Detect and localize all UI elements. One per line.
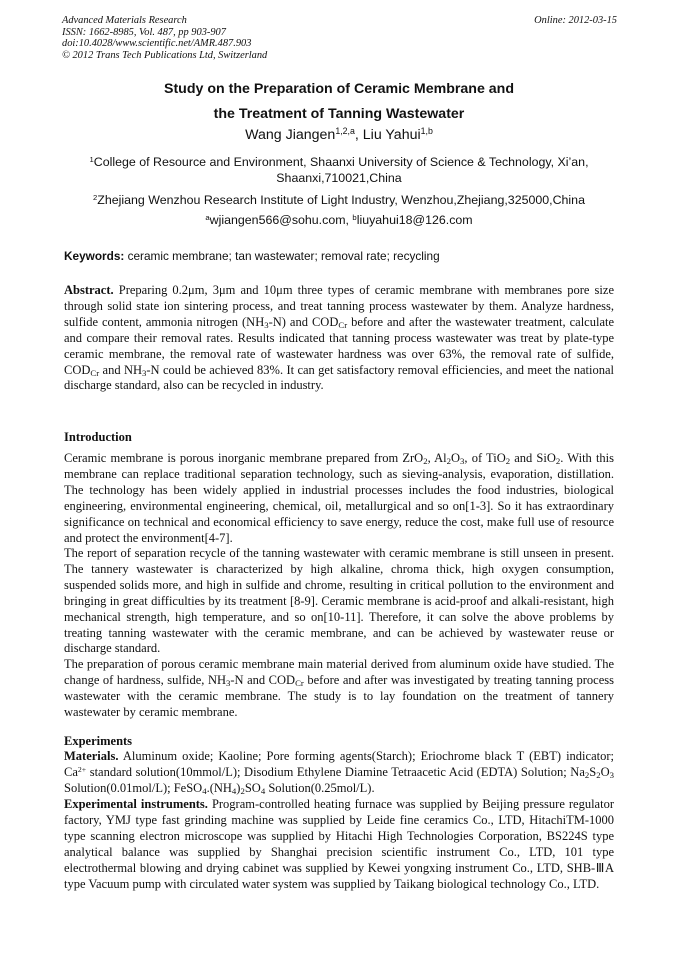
subscript: Cr — [338, 320, 348, 330]
subscript: 2 — [584, 770, 590, 781]
paper-title-line-1: Study on the Preparation of Ceramic Membrane and — [163, 81, 515, 97]
email-a-mark: a — [205, 212, 210, 222]
abstract-paragraph — [64, 283, 614, 394]
affiliation-2-text: Zhejiang Wenzhou Research Institute of Light Industry, Wenzhou,Zhejiang,325000,China — [97, 193, 585, 207]
body-text: S — [589, 764, 597, 779]
abstract-text: -N could be achieved 83%. It can get satisfactory removal efficiencies, and meet the national discharge standard, also can be recycled in industry. — [64, 362, 614, 393]
author-2-affiliation-mark: 1,b — [420, 126, 433, 137]
subscript: 3 — [609, 770, 614, 781]
body-text: , of TiO — [464, 451, 506, 465]
author-1-name: Wang Jiangen — [245, 127, 336, 143]
subscript: 3 — [264, 320, 269, 330]
body-text: The preparation of porous ceramic membrane main material derived from aluminum oxide have studied. The change of hardness, sulfide, NH — [64, 657, 614, 687]
abstract-text: and NH — [99, 362, 143, 377]
instruments-label: Experimental instruments. — [64, 797, 208, 811]
subscript: 3 — [460, 456, 465, 467]
doi-line: doi:10.4028/www.scientific.net/AMR.487.903 — [62, 38, 252, 49]
subscript: Cr — [90, 367, 100, 378]
author-2-name: Liu Yahui — [362, 127, 421, 143]
subscript: 3 — [142, 367, 147, 378]
affiliation-1-mark: 1 — [89, 154, 94, 164]
instruments-paragraph — [64, 797, 614, 892]
paper-title-line-2: the Treatment of Tanning Wastewater — [213, 106, 465, 122]
subscript: 2 — [446, 456, 452, 467]
email-b: liuyahui18@126.com — [356, 213, 473, 227]
subscript: Cr — [295, 678, 304, 689]
body-text: and SiO — [510, 451, 556, 465]
journal-header — [62, 15, 617, 61]
abstract-text: Preparing 0.2μm, 3μm and 10μm three types of ceramic membrane with membranes pore size through solid state ion sintering process, and treat tanning process wastewater by them. Analyze hardness, sulfide content, ammonia nitrogen (NH — [64, 283, 614, 329]
body-text: O — [451, 451, 461, 465]
body-text: ) — [236, 780, 241, 795]
keywords-label: Keywords: — [64, 249, 125, 263]
subscript: 2 — [240, 786, 245, 796]
author-separator: , — [354, 127, 363, 143]
materials-label: Materials. — [64, 749, 119, 763]
author-list — [40, 127, 638, 143]
subscript: 2 — [555, 456, 561, 467]
abstract-text: -N) and COD — [268, 314, 339, 329]
body-text: Aluminum oxide; Kaoline; Pore forming agents(Starch); Eriochrome black T (EBT) indicator; Ca — [64, 749, 614, 779]
affiliation-1 — [60, 154, 618, 186]
materials-paragraph — [64, 749, 614, 797]
affiliation-1-text: College of Resource and Environment, Shaanxi University of Science & Technology, Xi’an, Shaanxi,710021,China — [93, 155, 589, 185]
email-a: wjiangen566@sohu.com, — [209, 213, 353, 227]
body-text: -N and COD — [230, 672, 296, 687]
affiliation-2-mark: 2 — [93, 192, 98, 202]
body-text: Solution(0.01mol/L); FeSO — [64, 780, 203, 795]
copyright-line: © 2012 Trans Tech Publications Ltd, Switzerland — [62, 49, 268, 61]
affiliation-2 — [60, 192, 618, 208]
body-text: Solution(0.25mol/L). — [265, 780, 375, 795]
keywords-text: ceramic membrane; tan wastewater; removal rate; recycling — [124, 249, 440, 263]
author-1-affiliation-mark: 1,2,a — [335, 126, 355, 137]
issn-line: ISSN: 1662-8985, Vol. 487, pp 903-907 — [62, 26, 226, 38]
subscript: 3 — [226, 678, 231, 689]
introduction-paragraph-1 — [64, 451, 614, 546]
body-text: O — [600, 764, 610, 779]
introduction-paragraph-2: The report of separation recycle of the tanning wastewater with ceramic membrane is still unseen in present. The tannery wastewater is characterized by high alkaline, chroma thick, high oxygen consumption, suspended solids more, and high in sulfide and chrome, resulting in critical pollution to the environment and bringing in great difficulties by its treatment [8-9]. Ceramic membrane is acid-proof and alkali-resistant, high mechanical strength, high temperature, and so on[10-11]. Therefore, it can solve the above problems by treating tanning wastewater with the ceramic membrane, and can be achieved by wastewater reuse or discharge standard. — [64, 546, 614, 656]
body-text: SO — [244, 780, 261, 795]
email-b-mark: b — [352, 212, 357, 222]
body-text: .(NH — [206, 780, 232, 795]
introduction-heading: Introduction — [64, 430, 132, 444]
introduction-paragraph-3 — [64, 657, 614, 721]
journal-name: Advanced Materials Research — [62, 15, 187, 26]
keywords — [64, 249, 618, 263]
experiments-heading: Experiments — [64, 734, 133, 748]
subscript: 4 — [260, 786, 266, 796]
abstract-label: Abstract. — [64, 283, 114, 297]
online-date: Online: 2012-03-15 — [534, 15, 617, 26]
subscript: 2 — [505, 456, 511, 467]
superscript: 2+ — [77, 764, 87, 774]
body-text: , Al — [427, 451, 447, 465]
subscript: 4 — [202, 786, 207, 796]
body-text: . With this membrane can replace traditional separation technology, such as sieving-analysis, evaporation, distillation. The technology has been widely applied in industrial processes includes the food industries, biological engineering, environmental engineering, chemical, oil, metallurgical and so on[1-3]. So it has extraordinary significance on technical and economical efficiency to save energy, reduce the cost, make full use of resource and protect the environment[4-7]. — [64, 451, 615, 545]
subscript: 2 — [596, 770, 601, 781]
body-text: before and after was investigated by treating tanning process wastewater with the ceramic membrane. The study is to lay foundation on the treatment of tannery wastewater by ceramic membrane. — [64, 672, 614, 719]
subscript: 4 — [231, 786, 237, 796]
body-text: standard solution(10mmol/L); Disodium Ethylene Diamine Tetraacetic Acid (EDTA) Solution; Na — [86, 764, 585, 779]
subscript: 2 — [423, 456, 428, 467]
body-text: Ceramic membrane is porous inorganic membrane prepared from ZrO — [64, 451, 424, 465]
abstract-text: before and after the wastewater treatment, calculate and compare their removal rates. Results indicated that tanning process wastewater was treat by plate-type ceramic membrane, the removal rate of wastewater hardness was over 63%, the removal rate of sulfide, COD — [64, 314, 615, 377]
author-emails — [60, 212, 618, 228]
body-text: Program-controlled heating furnace was supplied by Beijing pressure regulator factory, YMJ type fast grinding machine was supplied by Leide fine ceramics Co., LTD, HitachiTM-1000 type scanning electron microscope was supplied by Hitachi High Technologies Corporation, BS224S type analytical balance was supplied by Shanghai precision scientific instrument Co., LTD, 101 type electrothermal blowing and drying cabinet was supplied by Kewei yongxing instrument Co., LTD, SHB-ⅢA type Vacuum pump with circulated water system was supplied by Taikang biological technology Co., LTD. — [64, 797, 614, 891]
